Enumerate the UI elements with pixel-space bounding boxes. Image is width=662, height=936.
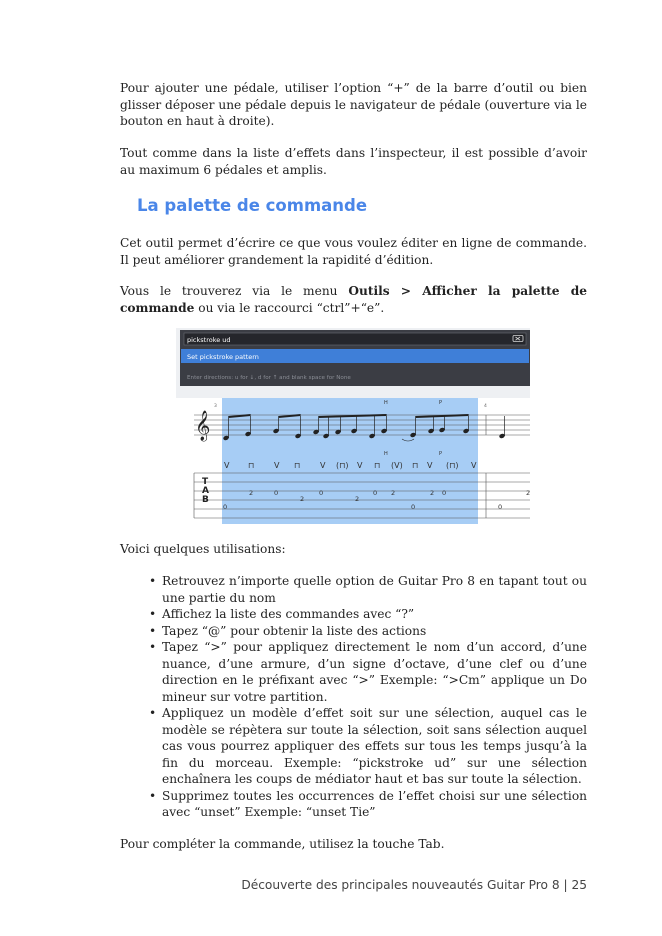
tab-number: 0 [319, 489, 324, 497]
pickstroke-mark: V [471, 461, 477, 470]
pickstroke-mark: (V) [391, 461, 403, 470]
tab-letter: A [202, 486, 209, 496]
hammer-on-label: H [384, 400, 388, 406]
bar-number: 3 [214, 404, 217, 409]
tab-number: 0 [411, 503, 416, 511]
usage-intro: Voici quelques utilisations: [120, 542, 286, 556]
tab-number: 2 [300, 495, 305, 503]
paragraph-pedal-add: Pour ajouter une pédale, utiliser l’option “+” de la barre d’outil ou bien glisser déposer une pédale depuis le navigateur de pédale (ouverture via le bouton en haut à droite). [120, 81, 588, 128]
hammer-on-label: H [384, 451, 388, 457]
pickstroke-mark: ⊓ [248, 461, 255, 470]
treble-clef-icon: 𝄞 [195, 411, 211, 441]
paragraph-pedal-limit: Tout comme dans la liste d’effets dans l’inspecteur, il est possible d’avoir au maximum 6 pédales et amplis. [120, 146, 587, 177]
tab-number: 0 [223, 503, 228, 511]
list-item: • Tapez “@” pour obtenir la liste des actions [120, 623, 587, 640]
paragraph-palette-intro: Cet outil permet d’écrire ce que vous voulez éditer en ligne de commande. Il peut améliorer grandement la rapidité d’édition. [120, 236, 587, 267]
pickstroke-mark: (⊓) [446, 461, 459, 470]
pickstroke-mark: V [320, 461, 326, 470]
pickstroke-mark: V [357, 461, 363, 470]
list-item: • Appliquez un modèle d’effet soit sur une sélection, auquel cas le modèle se répètera sur toute la sélection, soit sans sélection auquel cas vous pourrez appliquer des effets sur tous les temps jusqu’à la fin du morceau. Exemple: “pickstroke ud” sur une sélection enchaînera les coups de médiator haut et bas sur toute la sélection. [120, 705, 587, 788]
section-heading: La palette de commande [137, 196, 368, 215]
pickstroke-mark: V [427, 461, 433, 470]
pickstroke-mark: V [274, 461, 280, 470]
list-item: • Retrouvez n’importe quelle option de Guitar Pro 8 en tapant tout ou une partie du nom [120, 573, 587, 606]
pickstroke-mark: (⊓) [336, 461, 349, 470]
paragraph-closing: Pour compléter la commande, utilisez la touche Tab. [120, 837, 445, 851]
pickstroke-mark: ⊓ [294, 461, 301, 470]
tab-number: 0 [442, 489, 447, 497]
command-input[interactable] [184, 333, 526, 345]
tab-number: 2 [249, 489, 254, 497]
menu-path: Outils > Afficher la palette de commande [120, 284, 587, 315]
tab-number: 2 [526, 489, 530, 497]
tab-number: 0 [373, 489, 378, 497]
access-text-after: ou via le raccourci “ctrl”+“e”. [194, 300, 385, 315]
tab-number: 2 [391, 489, 396, 497]
paragraph-palette-access [120, 283, 587, 316]
suggestion-label: Set pickstroke pattern [187, 353, 259, 361]
tab-letter: T [202, 477, 209, 487]
tab-number: 0 [498, 503, 503, 511]
tab-letter: B [202, 495, 209, 505]
usage-list [120, 573, 587, 821]
page-footer: Découverte des principales nouveautés Guitar Pro 8 | 25 [241, 878, 587, 892]
command-input-value: pickstroke ud [187, 336, 231, 344]
command-palette-screenshot [176, 328, 530, 526]
pickstroke-mark: ⊓ [412, 461, 419, 470]
pull-off-label: P [439, 400, 443, 406]
pickstroke-mark: V [224, 461, 230, 470]
list-item: • Affichez la liste des commandes avec “?” [120, 606, 587, 623]
list-item: • Tapez “>” pour appliquez directement le nom d’un accord, d’une nuance, d’une armure, d’un signe d’octave, d’une clef ou d’une direction en le préfixant avec “>” Exemple: “>Cm” applique un Do mineur sur votre partition. [120, 639, 587, 705]
tab-number: 0 [274, 489, 279, 497]
tab-number: 2 [355, 495, 360, 503]
access-text-before: Vous le trouverez via le menu [120, 284, 349, 298]
pull-off-label: P [439, 451, 443, 457]
tab-number: 2 [430, 489, 435, 497]
bar-number: 4 [484, 404, 487, 409]
pickstroke-mark: ⊓ [374, 461, 381, 470]
suggestion-hint: Enter directions: u for ↓, d for ↑ and blank space for None [187, 375, 351, 381]
list-item: • Supprimez toutes les occurrences de l’effet choisi sur une sélection avec “unset” Exemple: “unset Tie” [120, 788, 587, 821]
